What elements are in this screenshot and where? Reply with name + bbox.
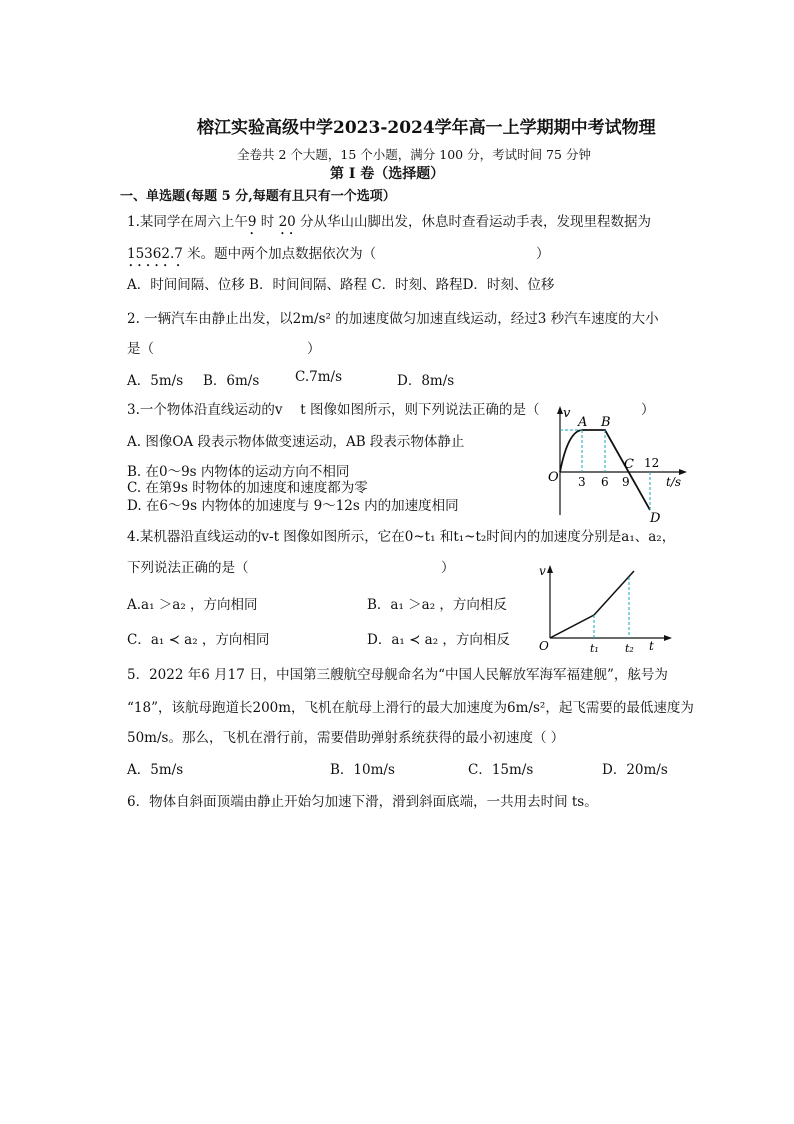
q4-x-arrow	[664, 635, 672, 641]
q4-tick-t1: t₁	[590, 642, 599, 654]
q3-x-label: t/s	[666, 475, 682, 489]
exam-subtitle: 全卷共 2 个大题，15 个小题，满分 100 分，考试时间 75 分钟	[237, 147, 591, 162]
q4-close-paren: ）	[441, 560, 455, 576]
question-5-line-1: 5．2022 年6 月17 日，中国第三艘航空母舰命名为“中国人民解放军海军福建舰”，舷号为	[127, 667, 668, 683]
q1-text-d: 米。题中两个加点数据依次为（	[182, 246, 377, 262]
q3-option-a: A. 图像OA 段表示物体做变速运动，AB 段表示物体静止	[127, 434, 465, 450]
q4-option-d: D．a₁ ≺ a₂ ，方向相反	[367, 632, 510, 648]
q2-option-c: C.7m/s	[295, 369, 343, 385]
q3-point-d: D	[650, 511, 661, 525]
q3-tick-3: 3	[578, 475, 586, 489]
question-4-line-2: 下列说法正确的是（	[127, 560, 249, 576]
q4-vt-graph	[535, 562, 675, 654]
q5-option-c: C．15m/s	[468, 762, 534, 778]
q3-tick-12: 12	[644, 456, 660, 470]
q5-option-d: D．20m/s	[602, 762, 668, 778]
question-5-line-2: “18”，该航母跑道长200m，飞机在航母上滑行的最大加速度为6m/s²，起飞需要的最低速度为	[127, 700, 694, 716]
question-1-line-1	[127, 210, 651, 238]
q4-tick-t2: t₂	[625, 642, 634, 654]
q1-close-paren: ）	[536, 246, 550, 262]
q4-line	[550, 571, 634, 638]
exam-title: 榕江实验高级中学2023-2024学年高一上学期期中考试物理	[197, 118, 656, 138]
question-6-line-1: 6．物体自斜面顶端由静止开始匀加速下滑，滑到斜面底端，一共用去时间 ts。	[127, 794, 598, 810]
q1-text-c: 分从华山山脚出发，休息时查看运动手表，发现里程数据为	[295, 214, 652, 230]
q3-point-b: B	[601, 415, 611, 430]
q3-tick-6: 6	[601, 475, 609, 489]
q1-text-a: 1.某同学在周六上午	[127, 214, 248, 230]
q2-close-paren: ）	[307, 341, 321, 357]
q4-x-label: t	[649, 639, 654, 653]
q2-option-a: A．5m/s	[127, 373, 184, 389]
question-2-line-1: 2. 一辆汽车由静止出发，以2m/s² 的加速度做匀加速直线运动，经过3 秒汽车速度的大小	[127, 311, 659, 327]
volume-heading: 第 I 卷（选择题）	[330, 166, 445, 182]
q3-y-label: v	[563, 406, 571, 421]
q4-option-b: B．a₁ ＞a₂ ，方向相反	[367, 597, 507, 613]
q3-vt-graph	[538, 403, 690, 525]
question-5-line-3: 50m/s。那么，飞机在滑行前，需要借助弹射系统获得的最小初速度（ ）	[127, 730, 565, 746]
q3-tick-9: 9	[622, 475, 630, 489]
q4-y-label: v	[539, 564, 546, 578]
section-heading: 一、单选题(每题 5 分,每题有且只有一个选项）	[120, 189, 396, 204]
q2-option-d: D．8m/s	[397, 373, 455, 389]
question-2-line-2: 是（	[127, 341, 154, 357]
q3-option-d: D. 在6～9s 内物体的加速度与 9～12s 内的加速度相同	[127, 498, 459, 514]
q1-dotted-distance: 15362.7	[127, 246, 183, 262]
q3-point-c: C	[624, 457, 634, 472]
q3-point-a: A	[578, 415, 588, 430]
q4-origin-label: O	[539, 639, 549, 653]
question-3-stem: 3.一个物体沿直线运动的v t 图像如图所示，则下列说法正确的是（	[127, 402, 540, 418]
q5-option-a: A．5m/s	[127, 762, 184, 778]
q4-option-a: A.a₁ ＞a₂ ，方向相同	[127, 597, 258, 613]
question-4-line-1: 4.某机器沿直线运动的v-t 图像如图所示，它在0~t₁ 和t₁~t₂时间内的加速度分别是a₁、a₂，	[127, 529, 676, 545]
q4-y-arrow	[547, 565, 553, 573]
q3-origin-label: O	[548, 470, 559, 485]
q1-dotted-minute: 20	[278, 214, 296, 230]
q3-option-b: B. 在0～9s 内物体的运动方向不相同	[127, 464, 350, 480]
question-1-line-2	[127, 242, 376, 270]
q2-option-b: B．6m/s	[203, 373, 260, 389]
q4-option-c: C．a₁ ≺ a₂ ，方向相同	[127, 632, 270, 648]
question-1-options: A．时间间隔、位移 B．时间间隔、路程 C．时刻、路程D．时刻、位移	[127, 277, 555, 293]
q5-option-b: B．10m/s	[330, 762, 395, 778]
q3-option-c: C. 在第9s 时物体的加速度和速度都为零	[127, 480, 368, 496]
q1-text-b: 时	[256, 214, 279, 230]
q3-close-paren: ）	[641, 402, 655, 418]
q1-dotted-hour: 9	[247, 214, 257, 230]
